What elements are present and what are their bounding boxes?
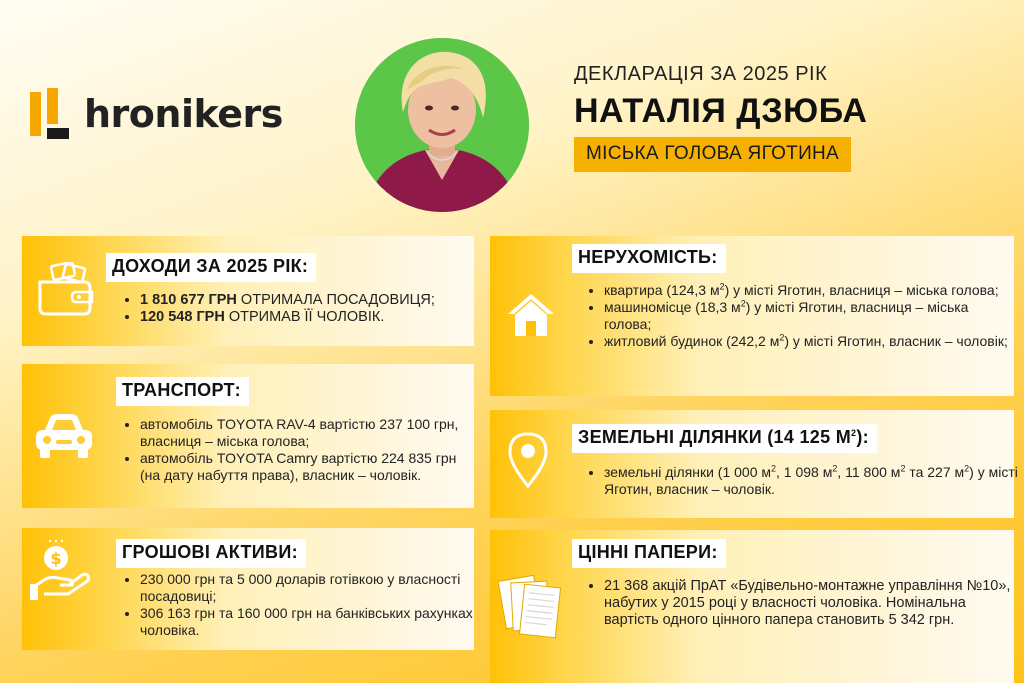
logo-text: hronikers	[84, 92, 283, 136]
income-item: • 120 548 ГРН ОТРИМАВ ЇЇ ЧОЛОВІК.	[140, 309, 480, 326]
house-icon	[506, 290, 556, 340]
realty-item: • житловий будинок (242,2 $м^2$) у місті Яготин, власник – чоловік;	[604, 333, 1014, 350]
income-list	[122, 292, 480, 326]
person-name: НАТАЛІЯ ДЗЮБА	[574, 92, 868, 130]
car-icon	[32, 410, 96, 462]
land-item: • земельні ділянки (1 000 $м^2$, 1 098 $м^2$, 11 800 $м^2$ та 227 $м^2$) у місті Яготин, власник – чоловік.	[604, 464, 1024, 498]
money-hand-icon	[30, 540, 96, 602]
location-pin-icon	[508, 432, 548, 490]
money-card	[22, 528, 474, 650]
securities-card	[490, 530, 1014, 683]
income-item: • 1 810 677 ГРН ОТРИМАЛА ПОСАДОВИЦЯ;	[140, 292, 480, 309]
realty-title: НЕРУХОМІСТЬ:	[572, 244, 726, 273]
transport-list	[122, 416, 480, 484]
realty-card	[490, 236, 1014, 396]
land-list	[586, 464, 1024, 498]
transport-title: ТРАНСПОРТ:	[116, 377, 249, 406]
realty-list	[586, 282, 1014, 350]
income-card	[22, 236, 474, 346]
realty-item: • машиномісце (18,3 $м^2$) у місті Яготин, власниця – міська голова;	[604, 299, 1014, 333]
income-title: ДОХОДИ ЗА 2025 РІК:	[106, 253, 316, 282]
money-title: ГРОШОВІ АКТИВИ:	[116, 539, 306, 568]
transport-item: • автомобіль TOYOTA Camry вартістю 224 835 грн (на дату набуття права), власник – чоловік.	[140, 450, 480, 484]
realty-item: • квартира (124,3 $м^2$) у місті Яготин, власниця – міська голова;	[604, 282, 1014, 299]
securities-list	[586, 578, 1014, 629]
hronikers-logo-mark	[30, 88, 70, 140]
hronikers-logo	[30, 88, 283, 140]
position-badge: МІСЬКА ГОЛОВА ЯГОТИНА	[574, 137, 851, 172]
transport-item: • автомобіль TOYOTA RAV-4 вартістю 237 100 грн, власниця – міська голова;	[140, 416, 480, 450]
money-item: • 306 163 грн та 160 000 грн на банківських рахунках чоловіка.	[140, 605, 480, 639]
securities-item: • 21 368 акцій ПрАТ «Будівельно-монтажне управління №10», набутих у 2015 році у власності чоловіка. Номінальна вартість одного цінного папера становить 5 342 грн.	[604, 578, 1014, 629]
land-title: ЗЕМЕЛЬНІ ДІЛЯНКИ (14 125 $М^2$):	[572, 424, 877, 453]
documents-icon	[498, 568, 564, 646]
land-card	[490, 410, 1018, 518]
transport-card	[22, 364, 474, 508]
money-item: • 230 000 грн та 5 000 доларів готівкою у власності посадовиці;	[140, 571, 480, 605]
person-photo	[355, 38, 529, 212]
svg-text:$: $	[50, 549, 62, 568]
wallet-icon	[36, 262, 96, 316]
money-list	[122, 571, 480, 639]
declaration-title: ДЕКЛАРАЦІЯ ЗА 2025 РІК	[574, 63, 828, 85]
securities-title: ЦІННІ ПАПЕРИ:	[572, 539, 726, 568]
